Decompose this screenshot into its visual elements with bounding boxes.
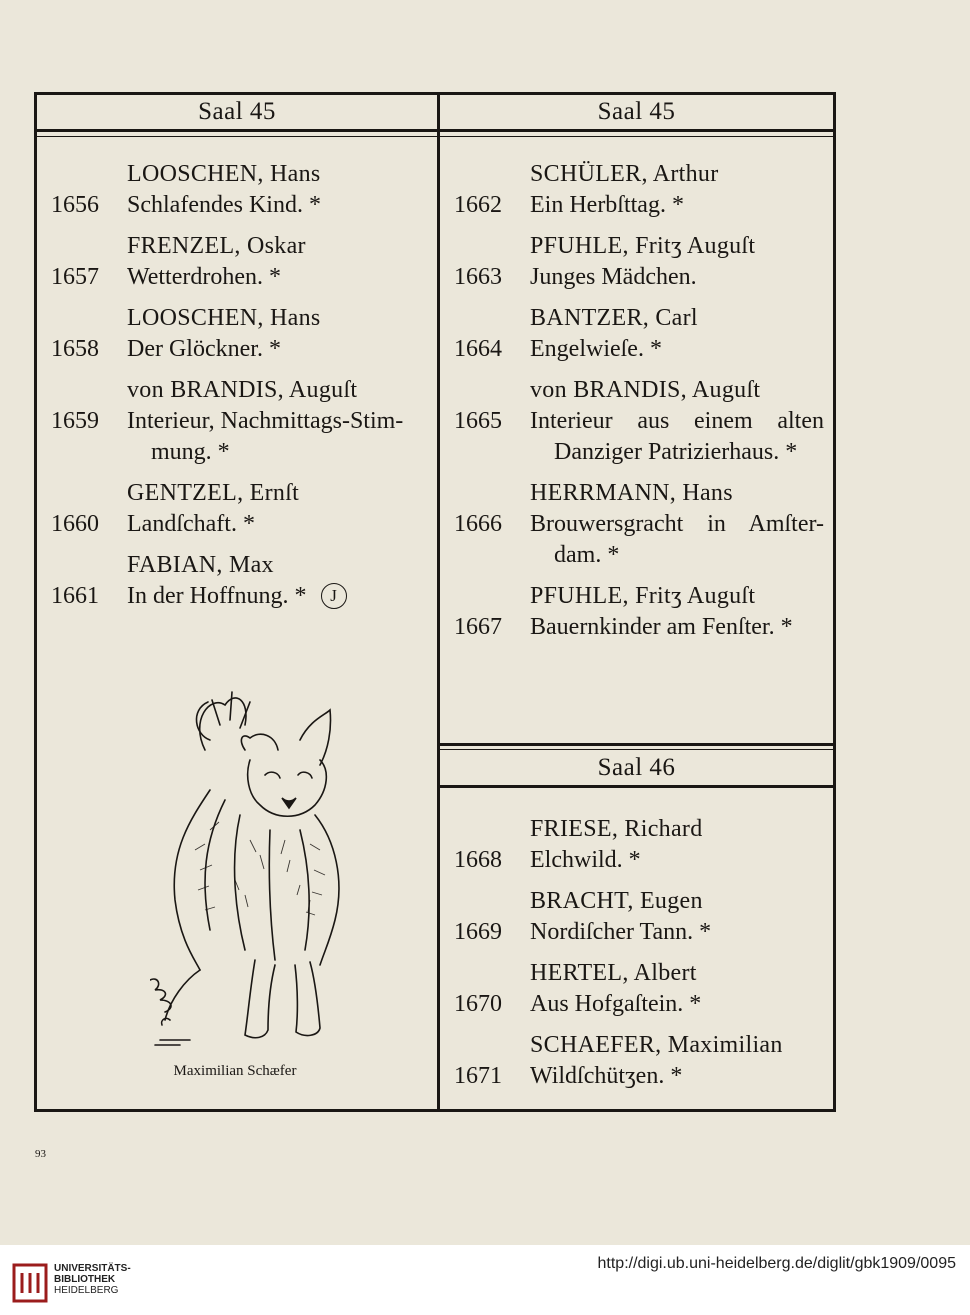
artwork-title: Bauernkinder am Fenſter. * [530, 614, 793, 640]
artwork-title: Junges Mädchen. [530, 264, 697, 290]
artwork-title-continued: mung. * [151, 439, 230, 465]
artwork-title: Aus Hofgaſtein. * [530, 991, 702, 1017]
right-header-rule [440, 129, 833, 132]
artist-name: BRACHT, Eugen [530, 888, 703, 914]
library-line-3: HEIDELBERG [54, 1285, 119, 1296]
catalog-entry [454, 231, 824, 293]
artwork-title: Wildſchütʒen. * [530, 1063, 683, 1089]
catalog-number: 1670 [454, 991, 502, 1017]
catalog-number: 1671 [454, 1063, 502, 1089]
catalog-number: 1667 [454, 614, 502, 640]
artist-name: PFUHLE, Fritʒ Auguſt [530, 583, 756, 609]
right-entries [454, 159, 824, 653]
catalog-entry [454, 375, 824, 468]
catalog-number: 1660 [51, 511, 99, 537]
catalog-number: 1661 [51, 583, 99, 609]
artist-name: FRIESE, Richard [530, 816, 703, 842]
catalog-entry [454, 303, 824, 365]
dog-sketch-icon [150, 680, 360, 1060]
catalog-entry [51, 550, 423, 612]
university-library-logo-icon [12, 1261, 48, 1305]
catalog-number: 1668 [454, 847, 502, 873]
catalog-number: 1656 [51, 192, 99, 218]
artist-name: von BRANDIS, Auguſt [530, 377, 761, 403]
artist-name: BANTZER, Carl [530, 305, 698, 331]
artist-name: PFUHLE, Fritʒ Auguſt [530, 233, 756, 259]
viewer-footer [0, 1245, 970, 1315]
catalog-number: 1657 [51, 264, 99, 290]
catalog-entry [51, 159, 423, 221]
illustration-caption: Maximilian Schæfer [173, 1063, 297, 1079]
right-header-thin-rule [440, 136, 833, 137]
catalog-number: 1662 [454, 192, 502, 218]
artwork-title: Der Glöckner. * [127, 336, 281, 362]
artist-name: HERRMANN, Hans [530, 480, 733, 506]
left-header-rule [37, 129, 437, 132]
artwork-title: Nordiſcher Tann. * [530, 919, 712, 945]
column-divider [437, 95, 440, 1109]
left-header: Saal 45 [198, 98, 276, 125]
library-line-1: UNIVERSITÄTS- [54, 1263, 131, 1274]
artwork-title-continued: Danziger Patrizierhaus. * [554, 439, 798, 465]
artwork-title: Interieur, Nachmittags-Stim- [127, 408, 404, 434]
catalog-entry [454, 1030, 824, 1092]
catalog-number: 1666 [454, 511, 502, 537]
artist-name: FRENZEL, Oskar [127, 233, 306, 259]
catalog-entry [454, 581, 824, 643]
catalog-entry [454, 478, 824, 571]
artist-name: LOOSCHEN, Hans [127, 305, 321, 331]
artist-name: LOOSCHEN, Hans [127, 161, 321, 187]
catalog-number: 1664 [454, 336, 502, 362]
permalink-url[interactable]: http://digi.ub.uni-heidelberg.de/diglit/gbk1909/0095 [597, 1255, 956, 1272]
artist-name: HERTEL, Albert [530, 960, 697, 986]
artist-name: von BRANDIS, Auguſt [127, 377, 358, 403]
left-entries [51, 159, 423, 622]
artwork-title: Brouwersgracht in Amſter- [530, 511, 824, 537]
artwork-title: Elchwild. * [530, 847, 641, 873]
artwork-title: Ein Herbſttag. * [530, 192, 684, 218]
library-line-2: BIBLIOTHEK [54, 1274, 116, 1285]
catalog-entry [51, 478, 423, 540]
page-number: 93 [35, 1148, 46, 1160]
library-name [54, 1263, 131, 1296]
artwork-title-continued: dam. * [554, 542, 620, 568]
saal46-top-rule [440, 743, 833, 746]
artwork-title-text: In der Hoffnung. * [127, 583, 307, 609]
right-header: Saal 45 [597, 98, 676, 125]
catalog-entry [454, 886, 824, 948]
catalog-entry [51, 303, 423, 365]
artwork-title [127, 581, 423, 612]
catalog-number: 1658 [51, 336, 99, 362]
saal46-top-thin-rule [440, 749, 833, 750]
catalog-number: 1659 [51, 408, 99, 434]
left-header-thin-rule [37, 136, 437, 137]
artwork-title: Schlafendes Kind. * [127, 192, 321, 218]
saal46-header: Saal 46 [597, 754, 676, 781]
artist-name: SCHAEFER, Maximilian [530, 1032, 783, 1058]
jury-mark-icon: J [321, 583, 347, 609]
artwork-title: Wetterdrohen. * [127, 264, 282, 290]
catalog-entry [454, 958, 824, 1020]
catalog-entry [51, 231, 423, 293]
artist-name: FABIAN, Max [127, 552, 274, 578]
saal46-header-rule [440, 785, 833, 788]
catalog-entry [51, 375, 423, 468]
saal46-entries [454, 814, 824, 1102]
catalog-number: 1669 [454, 919, 502, 945]
artist-name: SCHÜLER, Arthur [530, 161, 719, 187]
catalog-number: 1663 [454, 264, 502, 290]
artist-name: GENTZEL, Ernſt [127, 480, 300, 506]
artwork-title: Engelwieſe. * [530, 336, 662, 362]
catalog-entry [454, 814, 824, 876]
catalog-entry [454, 159, 824, 221]
artwork-title: Landſchaft. * [127, 511, 255, 537]
catalog-number: 1665 [454, 408, 502, 434]
artwork-title: Interieur aus einem alten [530, 408, 824, 434]
